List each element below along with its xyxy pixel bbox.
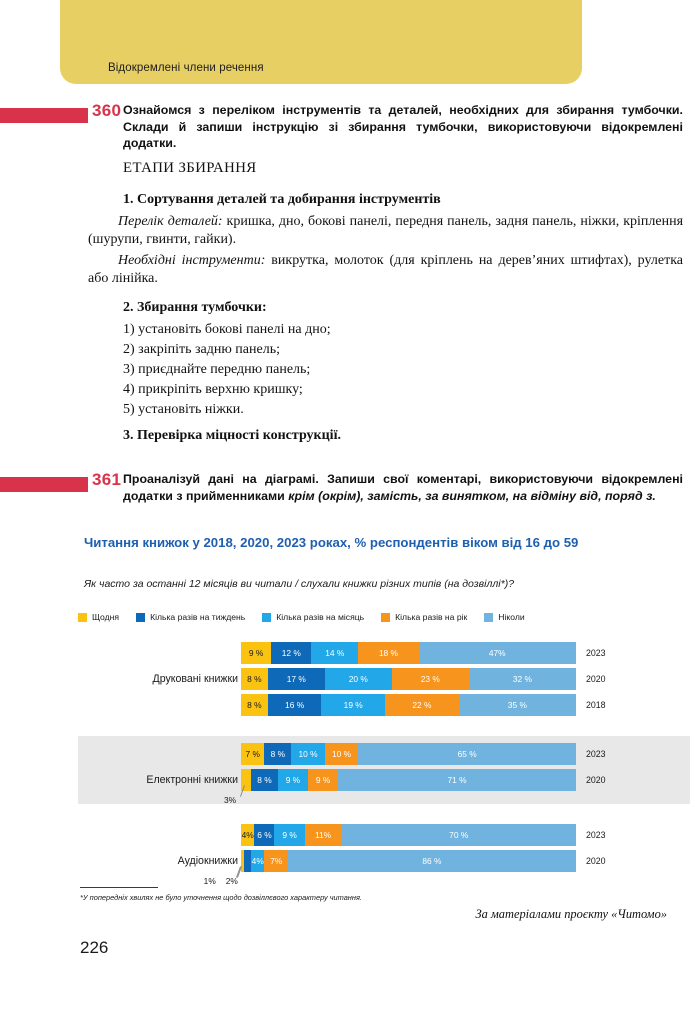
parts-text: кришка, дно, бокові панелі, передня панель, задня панель, ніжки, кріплення (шурупи, гвинти, гайки). <box>88 214 684 248</box>
chart-stacked-bar <box>241 769 576 791</box>
chart-bar-segment: 8 % <box>241 668 268 690</box>
chart-bar-segment: 12 % <box>271 642 311 664</box>
chart-bar-segment: 6 % <box>254 824 274 846</box>
exercise-number-360: 360 <box>92 101 122 120</box>
chart-bar-segment: 4% <box>251 850 264 872</box>
exercise-marker-360 <box>0 108 88 123</box>
legend-item <box>136 612 245 622</box>
chart-bar-row <box>78 694 690 716</box>
exercise-task-361-italic: крім (окрім), замість, за винятком, на відміну від, поряд з. <box>288 488 656 503</box>
chart-bar-segment: 47% <box>419 642 576 664</box>
chart-category-label: Друковані книжки <box>152 673 238 685</box>
legend-label: Щодня <box>92 612 120 622</box>
legend-swatch-icon <box>262 613 271 622</box>
chart-bar-segment: 10 % <box>291 743 325 765</box>
chart-year-label: 2020 <box>586 856 606 866</box>
chart-plot-area <box>78 640 690 886</box>
chart-bar-segment: 14 % <box>311 642 358 664</box>
legend-item <box>381 612 467 622</box>
chart-footnote: *У попередніх хвилях не було уточнення щодо дозвіллєвого характеру читання. <box>80 893 362 902</box>
exercise-task-361 <box>123 471 683 504</box>
page-number: 226 <box>80 938 109 957</box>
chart-bar-segment: 23 % <box>392 668 469 690</box>
chart-bar-segment: 65 % <box>358 743 576 765</box>
legend-item <box>484 612 524 622</box>
chart-bar-segment: 71 % <box>338 769 576 791</box>
chart-year-label: 2023 <box>586 749 606 759</box>
chart-bar-segment <box>244 850 251 872</box>
chart-bar-segment: 11% <box>305 824 342 846</box>
exercise-marker-361 <box>0 477 88 492</box>
step-item-1: 1) установіть бокові панелі на дно; <box>123 322 331 337</box>
running-header-banner <box>60 0 582 84</box>
legend-label: Кілька разів на місяць <box>276 612 365 622</box>
chart-stacked-bar <box>241 668 576 690</box>
step-2-title: 2. Збирання тумбочки: <box>123 300 267 315</box>
tools-text: викрутка, молоток (для кріплень на дерев’яних штифтах), рулетка або лінійка. <box>88 253 683 287</box>
chart-bar-segment: 22 % <box>385 694 459 716</box>
chart-bar-segment: 70 % <box>341 824 576 846</box>
chart-value-callout: 2% <box>225 876 238 886</box>
parts-paragraph <box>88 213 683 250</box>
legend-swatch-icon <box>484 613 493 622</box>
chart-bar-segment: 7% <box>264 850 287 872</box>
legend-item <box>78 612 119 622</box>
chart-bar-segment: 35 % <box>459 694 576 716</box>
legend-swatch-icon <box>78 613 87 622</box>
chart-group <box>78 822 690 886</box>
chart-group <box>78 640 690 722</box>
chart-category-label: Електронні книжки <box>146 774 238 786</box>
chart-year-label: 2020 <box>586 674 606 684</box>
chart-bar-segment: 4% <box>241 824 254 846</box>
chart-bar-segment: 8 % <box>241 694 268 716</box>
step-item-4: 4) прикріпіть верхню кришку; <box>123 382 303 397</box>
exercise-task-360: Ознайомся з переліком інструментів та деталей, необхідних для збирання тумбочки. Склади й запиши інструкцію зі збирання тумбочки, використовуючи відокремлені додатки. <box>123 103 683 151</box>
chart-stacked-bar <box>241 743 576 765</box>
chart-bar-segment: 32 % <box>469 668 576 690</box>
chart-bar-row <box>78 668 690 690</box>
chart-source: За матеріалами проєкту «Читомо» <box>475 907 667 921</box>
chart-year-label: 2023 <box>586 648 606 658</box>
step-item-2: 2) закріпіть задню панель; <box>123 342 280 357</box>
chart-bar-segment: 9 % <box>274 824 304 846</box>
chart-bar-segment: 16 % <box>268 694 322 716</box>
chart-bar-segment: 9 % <box>241 642 271 664</box>
chart-bar-segment: 8 % <box>251 769 278 791</box>
step-item-5: 5) установіть ніжки. <box>123 402 244 417</box>
legend-item <box>262 612 364 622</box>
running-header-title: Відокремлені члени речення <box>108 62 264 74</box>
tools-paragraph <box>88 252 683 289</box>
chart-bar-row <box>78 642 690 664</box>
chart-legend <box>78 612 688 622</box>
chart-year-label: 2018 <box>586 700 606 710</box>
exercise-task-361-lead: Проаналізуй дані на діаграмі. Запиши свої коментарі, використовуючи відокремлені додатки з прийменниками <box>123 472 683 503</box>
parts-label: Перелік деталей: <box>118 214 223 229</box>
step-3-title: 3. Перевірка міцності конструкції. <box>123 428 341 443</box>
chart-bar-segment: 19 % <box>321 694 385 716</box>
chart-bar-row <box>78 743 690 765</box>
chart-bar-segment: 9 % <box>278 769 308 791</box>
tools-label: Необхідні інструменти: <box>118 253 266 268</box>
chart-stacked-bar <box>241 824 576 846</box>
chart-bar-segment: 7 % <box>241 743 264 765</box>
chart-category-label: Аудіокнижки <box>177 855 238 867</box>
chart-bar-row <box>78 824 690 846</box>
chart-bar-segment: 10 % <box>325 743 359 765</box>
legend-label: Кілька разів на рік <box>395 612 468 622</box>
chart-subtitle: Як часто за останні 12 місяців ви читали / слухали книжки різних типів (на дозвіллі*)? <box>84 578 515 590</box>
chart-value-callout: 3% <box>224 795 237 805</box>
chart-year-label: 2020 <box>586 775 606 785</box>
legend-swatch-icon <box>381 613 390 622</box>
step-item-3: 3) приєднайте передню панель; <box>123 362 311 377</box>
chart-bar-row <box>78 769 690 805</box>
step-1-title: 1. Сортування деталей та добирання інструментів <box>123 192 441 207</box>
chart-bar-segment: 18 % <box>358 642 418 664</box>
legend-swatch-icon <box>136 613 145 622</box>
chart-stacked-bar <box>241 642 576 664</box>
exercise-number-361: 361 <box>92 470 122 489</box>
chart-title: Читання книжок у 2018, 2020, 2023 роках, % респондентів віком від 16 до 59 <box>84 535 579 550</box>
chart-bar-segment: 20 % <box>325 668 392 690</box>
chart-bar-segment: 9 % <box>308 769 338 791</box>
legend-label: Кілька разів на тиждень <box>150 612 246 622</box>
chart-group <box>78 736 690 804</box>
chart-bar-segment: 17 % <box>268 668 325 690</box>
chart-bar-segment: 86 % <box>288 850 576 872</box>
stages-heading: ЕТАПИ ЗБИРАННЯ <box>123 160 257 176</box>
chart-stacked-bar <box>241 694 576 716</box>
chart-value-callout: 1% <box>203 876 216 886</box>
chart-bar-row <box>78 850 690 886</box>
footnote-rule <box>80 887 158 888</box>
chart-year-label: 2023 <box>586 830 606 840</box>
legend-label: Ніколи <box>498 612 525 622</box>
chart-stacked-bar <box>241 850 576 872</box>
chart-bar-segment: 8 % <box>264 743 291 765</box>
